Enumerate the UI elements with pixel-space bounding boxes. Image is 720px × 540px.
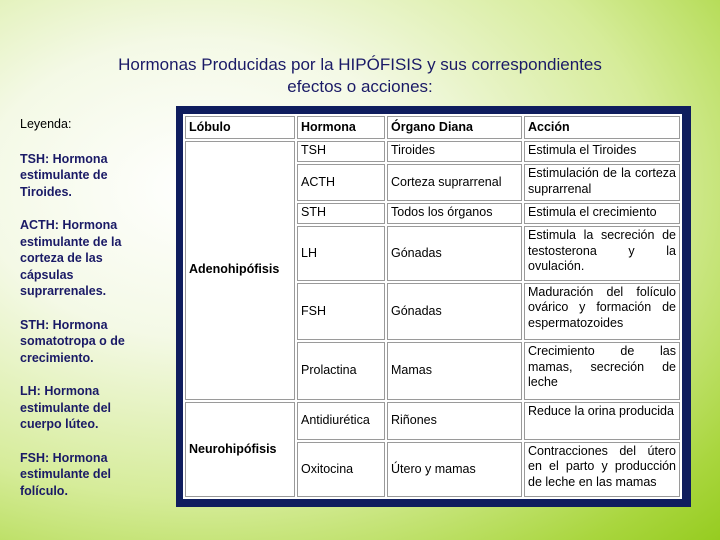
legend-abbr: ACTH: — [20, 218, 59, 232]
cell-hormona: Prolactina — [297, 342, 385, 399]
cell-organo: Riñones — [387, 402, 522, 440]
header-organo: Órgano Diana — [387, 116, 522, 139]
legend-text: Hormona somatotropa o de crecimiento. — [20, 317, 125, 365]
cell-hormona: Antidiurética — [297, 402, 385, 440]
cell-organo: Mamas — [387, 342, 522, 399]
lobe-neurohipofisis: Neurohipófisis — [185, 402, 295, 497]
cell-accion: Estimula el Tiroides — [524, 141, 680, 163]
legend-heading: Leyenda: — [20, 117, 72, 131]
cell-accion: Maduración del folículo ovárico y formación de espermatozoides — [524, 283, 680, 340]
table-header-row — [185, 116, 680, 139]
slide-title — [40, 54, 680, 98]
cell-accion: Estimula el crecimiento — [524, 203, 680, 225]
hormone-table-frame — [176, 106, 691, 507]
legend-text: Hormona estimulante de la corteza de las cápsulas suprarrenales. — [20, 218, 122, 298]
legend-text: Hormona estimulante del folículo. — [20, 450, 111, 498]
hormone-table — [183, 114, 682, 499]
cell-organo: Gónadas — [387, 226, 522, 280]
cell-hormona: Oxitocina — [297, 442, 385, 497]
lobe-adenohipofisis: Adenohipófisis — [185, 141, 295, 400]
table-row — [185, 402, 680, 440]
legend-entry-lh — [20, 383, 155, 433]
cell-hormona: STH — [297, 203, 385, 225]
cell-hormona: LH — [297, 226, 385, 280]
legend — [20, 116, 155, 516]
cell-accion: Contracciones del útero en el parto y producción de leche en las mamas — [524, 442, 680, 497]
cell-organo: Corteza suprarrenal — [387, 164, 522, 201]
cell-hormona: ACTH — [297, 164, 385, 201]
legend-abbr: FSH: — [20, 450, 50, 465]
cell-hormona: FSH — [297, 283, 385, 340]
header-accion: Acción — [524, 116, 680, 139]
legend-text: Hormona estimulante del cuerpo lúteo. — [20, 384, 111, 431]
cell-organo: Gónadas — [387, 283, 522, 340]
legend-entry-tsh — [20, 151, 155, 201]
cell-accion: Reduce la orina producida — [524, 402, 680, 440]
title-line-2: efectos o acciones: — [287, 77, 433, 96]
table-row — [185, 141, 680, 163]
cell-hormona: TSH — [297, 141, 385, 163]
title-line-1: Hormonas Producidas por la HIPÓFISIS y sus correspondientes — [118, 55, 602, 74]
header-hormona: Hormona — [297, 116, 385, 139]
header-lobulo: Lóbulo — [185, 116, 295, 139]
cell-accion: Crecimiento de las mamas, secreción de leche — [524, 342, 680, 399]
legend-entry-acth — [20, 217, 155, 300]
cell-accion: Estimula la secreción de testosterona y la ovulación. — [524, 226, 680, 280]
legend-text: Hormona estimulante de Tiroides. — [20, 151, 108, 199]
legend-entry-sth — [20, 317, 155, 367]
legend-abbr: LH: — [20, 384, 41, 398]
cell-organo: Tiroides — [387, 141, 522, 163]
cell-organo: Todos los órganos — [387, 203, 522, 225]
legend-entry-fsh — [20, 450, 155, 500]
legend-abbr: TSH: — [20, 151, 50, 166]
cell-organo: Útero y mamas — [387, 442, 522, 497]
legend-abbr: STH: — [20, 317, 50, 332]
cell-accion: Estimulación de la corteza suprarrenal — [524, 164, 680, 201]
